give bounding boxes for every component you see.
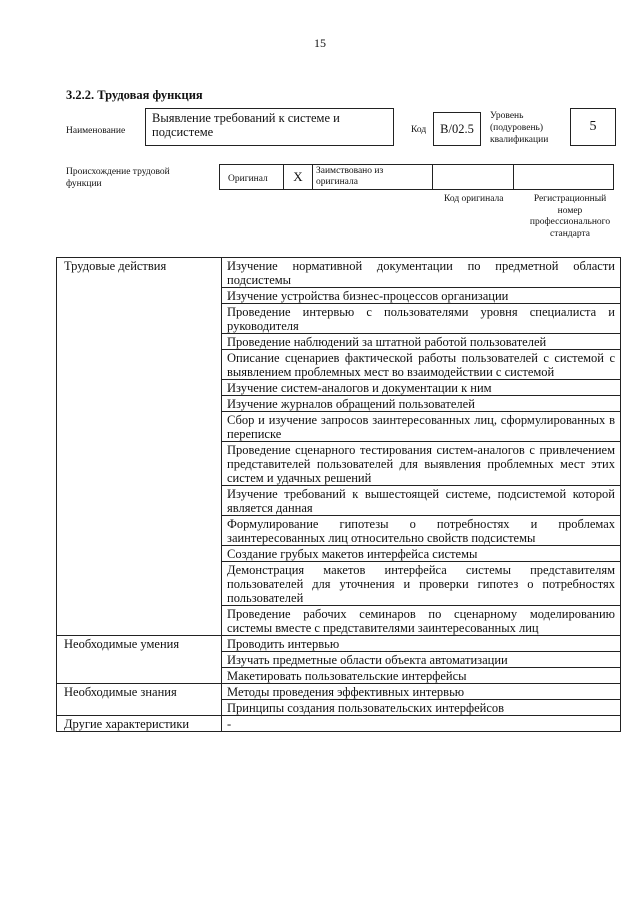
labor-function-table-body — [57, 258, 621, 732]
table-cell: Изучение требований к вышестоящей системе, подсистемой которой является данная — [222, 486, 621, 516]
table-cell: Макетировать пользовательские интерфейсы — [222, 668, 621, 684]
labor-function-table — [56, 257, 621, 732]
original-mark-cell — [283, 164, 313, 190]
level-label — [490, 110, 566, 146]
level-box — [570, 108, 616, 146]
original-cell — [219, 164, 284, 190]
level-value: 5 — [589, 119, 597, 134]
reg-label-line-1: Регистрационный — [533, 194, 607, 204]
table-cell: Проведение рабочих семинаров по сценарному моделированию системы вместе с представителями заинтересованных лиц — [222, 606, 621, 636]
reg-label-line-4: стандарта — [550, 228, 590, 239]
table-cell: Формулирование гипотезы о потребностях и проблемах заинтересованных лиц относительно свойств подсистемы — [222, 516, 621, 546]
table-cell: Изучать предметные области объекта автоматизации — [222, 652, 621, 668]
code-value: B/02.5 — [440, 121, 474, 136]
level-label-line-2: (подуровень) — [490, 123, 544, 133]
registration-number-cell — [513, 164, 614, 190]
page-number: 15 — [314, 36, 326, 50]
table-cell: Методы проведения эффективных интервью — [222, 684, 621, 700]
original-label: Оригинал — [228, 174, 268, 184]
original-code-cell — [432, 164, 514, 190]
table-cell: Проведение наблюдений за штатной работой пользователей — [222, 334, 621, 350]
table-row — [57, 684, 621, 700]
code-label: Код — [411, 125, 427, 135]
level-label-line-3: квалификации — [490, 135, 549, 145]
table-cell: Изучение нормативной документации по предметной области подсистемы — [222, 258, 621, 288]
borrowed-cell — [312, 164, 433, 190]
table-row — [57, 716, 621, 732]
section-label: Необходимые знания — [57, 684, 222, 716]
table-cell: Изучение устройства бизнес-процессов организации — [222, 288, 621, 304]
code-box — [433, 112, 481, 146]
table-cell: Создание грубых макетов интерфейса системы — [222, 546, 621, 562]
borrowed-label-line-1: Заимствовано из — [316, 166, 384, 176]
table-row — [57, 636, 621, 652]
borrowed-label — [316, 166, 383, 188]
origin-row — [219, 164, 614, 190]
reg-label-line-2: номер — [557, 205, 583, 216]
borrowed-label-line-2: оригинала — [316, 177, 358, 187]
table-cell: Описание сценариев фактической работы пользователей с системой с выявлением проблемных мест во взаимодействии с системой — [222, 350, 621, 380]
table-cell: Проведение интервью с пользователями уровня специалиста и руководителя — [222, 304, 621, 334]
table-cell: Сбор и изучение запросов заинтересованных лиц, сформулированных в переписке — [222, 412, 621, 442]
code-original-label: Код оригинала — [444, 194, 504, 204]
table-row — [57, 258, 621, 288]
table-cell: Демонстрация макетов интерфейса системы представителям пользователей для уточнения и проверки гипотез о потребностях пользователей — [222, 562, 621, 606]
origin-label — [66, 166, 170, 190]
function-name: Выявление требований к системе и подсистеме — [152, 111, 340, 139]
reg-label-line-3: профессионального — [529, 217, 611, 227]
section-title: 3.2.2. Трудовая функция — [66, 88, 203, 102]
original-mark: X — [293, 169, 303, 184]
table-cell: Проводить интервью — [222, 636, 621, 652]
section-label: Необходимые умения — [57, 636, 222, 684]
table-cell: Проведение сценарного тестирования систем-аналогов с привлечением представителей пользователей для выявления проблемных мест этих систем и удачных решений — [222, 442, 621, 486]
origin-label-line-2: функции — [66, 179, 102, 189]
table-cell: Принципы создания пользовательских интерфейсов — [222, 700, 621, 716]
table-cell: Изучение систем-аналогов и документации к ним — [222, 380, 621, 396]
origin-label-line-1: Происхождение трудовой — [66, 167, 170, 177]
registration-number-label — [518, 194, 622, 240]
name-label: Наименование — [66, 126, 126, 136]
section-label: Трудовые действия — [57, 258, 222, 636]
table-cell: Изучение журналов обращений пользователей — [222, 396, 621, 412]
level-label-line-1: Уровень — [490, 111, 524, 121]
table-cell: - — [222, 716, 621, 732]
section-label: Другие характеристики — [57, 716, 222, 732]
function-name-box — [145, 108, 394, 146]
